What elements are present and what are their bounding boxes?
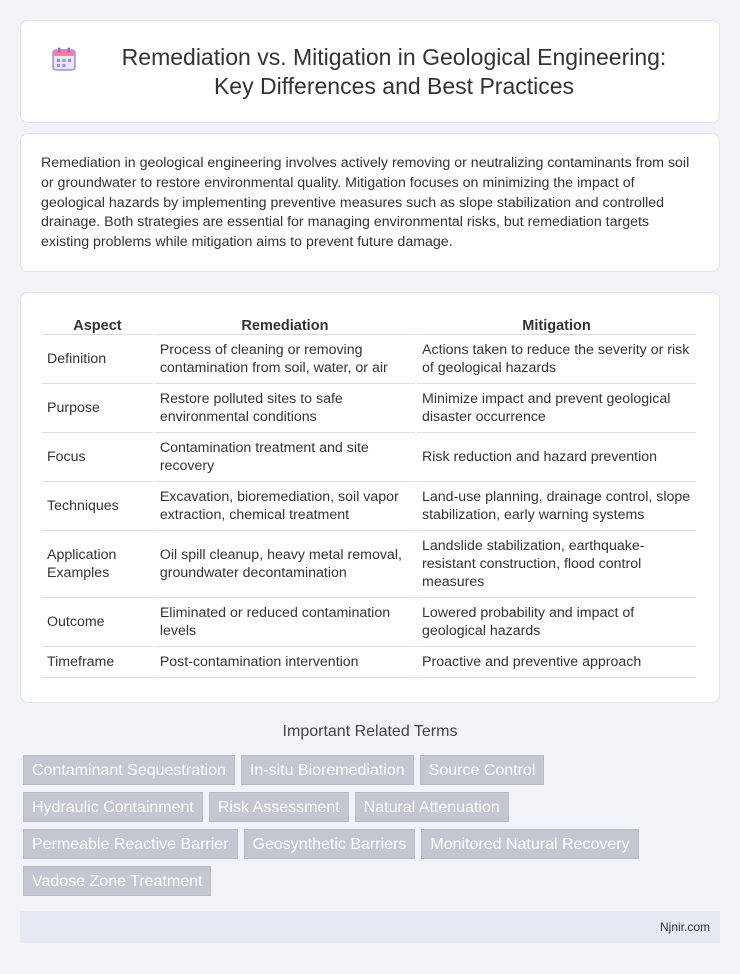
related-terms-list bbox=[23, 755, 723, 896]
tag-geosynthetic-barriers[interactable]: Geosynthetic Barriers bbox=[244, 829, 416, 859]
row-aspect: Application Examples bbox=[42, 531, 153, 598]
row-mitigation: Lowered probability and impact of geological hazards bbox=[417, 598, 696, 647]
row-mitigation: Landslide stabilization, earthquake-resistant construction, flood control measures bbox=[417, 531, 696, 598]
row-remediation: Oil spill cleanup, heavy metal removal, groundwater decontamination bbox=[155, 531, 415, 598]
table-header-row bbox=[42, 309, 696, 335]
row-remediation: Excavation, bioremediation, soil vapor extraction, chemical treatment bbox=[155, 482, 415, 531]
row-mitigation: Minimize impact and prevent geological disaster occurrence bbox=[417, 384, 696, 433]
table-row bbox=[42, 433, 696, 482]
row-remediation: Process of cleaning or removing contamination from soil, water, or air bbox=[155, 335, 415, 384]
footer-site[interactable]: Njnir.com bbox=[659, 920, 710, 934]
comparison-card bbox=[20, 292, 720, 703]
row-remediation: Eliminated or reduced contamination levels bbox=[155, 598, 415, 647]
title-wrap bbox=[21, 21, 719, 122]
row-mitigation: Risk reduction and hazard prevention bbox=[417, 433, 696, 482]
intro-paragraph: Remediation in geological engineering involves actively removing or neutralizing contaminants from soil or groundwater to restore environmental quality. Mitigation focuses on minimizing the impact of geological hazards by implementing preventive measures such as slope stabilization and controlled drainage. Both strategies are essential for managing environmental risks, but remediation targets existing problems while mitigation aims to prevent future damage. bbox=[41, 155, 690, 251]
calendar-icon bbox=[51, 46, 77, 72]
table-row bbox=[42, 335, 696, 384]
row-aspect: Outcome bbox=[42, 598, 153, 647]
intro-card bbox=[20, 133, 720, 272]
comparison-table bbox=[40, 309, 698, 678]
tag-risk-assessment[interactable]: Risk Assessment bbox=[209, 792, 349, 822]
table-row bbox=[42, 647, 696, 678]
tag-hydraulic-containment[interactable]: Hydraulic Containment bbox=[23, 792, 203, 822]
tag-source-control[interactable]: Source Control bbox=[420, 755, 545, 785]
tag-contaminant-sequestration[interactable]: Contaminant Sequestration bbox=[23, 755, 235, 785]
tag-in-situ-bioremediation[interactable]: In-situ Bioremediation bbox=[241, 755, 414, 785]
table-row bbox=[42, 482, 696, 531]
footer bbox=[20, 911, 720, 943]
row-mitigation: Actions taken to reduce the severity or risk of geological hazards bbox=[417, 335, 696, 384]
row-aspect: Techniques bbox=[42, 482, 153, 531]
row-mitigation: Proactive and preventive approach bbox=[417, 647, 696, 678]
header-remediation: Remediation bbox=[155, 309, 415, 335]
row-mitigation: Land-use planning, drainage control, slope stabilization, early warning systems bbox=[417, 482, 696, 531]
tag-natural-attenuation[interactable]: Natural Attenuation bbox=[355, 792, 509, 822]
row-aspect: Timeframe bbox=[42, 647, 153, 678]
tag-vadose-zone-treatment[interactable]: Vadose Zone Treatment bbox=[23, 866, 211, 896]
related-terms-title: Important Related Terms bbox=[282, 723, 458, 740]
row-aspect: Purpose bbox=[42, 384, 153, 433]
header-mitigation: Mitigation bbox=[417, 309, 696, 335]
row-aspect: Focus bbox=[42, 433, 153, 482]
header-aspect: Aspect bbox=[42, 309, 153, 335]
row-remediation: Restore polluted sites to safe environmental conditions bbox=[155, 384, 415, 433]
table-row bbox=[42, 531, 696, 598]
row-aspect: Definition bbox=[42, 335, 153, 384]
table-row bbox=[42, 598, 696, 647]
tag-monitored-natural-recovery[interactable]: Monitored Natural Recovery bbox=[421, 829, 638, 859]
tag-permeable-reactive-barrier[interactable]: Permeable Reactive Barrier bbox=[23, 829, 238, 859]
table-row bbox=[42, 384, 696, 433]
row-remediation: Contamination treatment and site recovery bbox=[155, 433, 415, 482]
page-title: Remediation vs. Mitigation in Geological Engineering: Key Differences and Best Practices bbox=[121, 43, 667, 99]
row-remediation: Post-contamination intervention bbox=[155, 647, 415, 678]
title-card bbox=[20, 20, 720, 123]
